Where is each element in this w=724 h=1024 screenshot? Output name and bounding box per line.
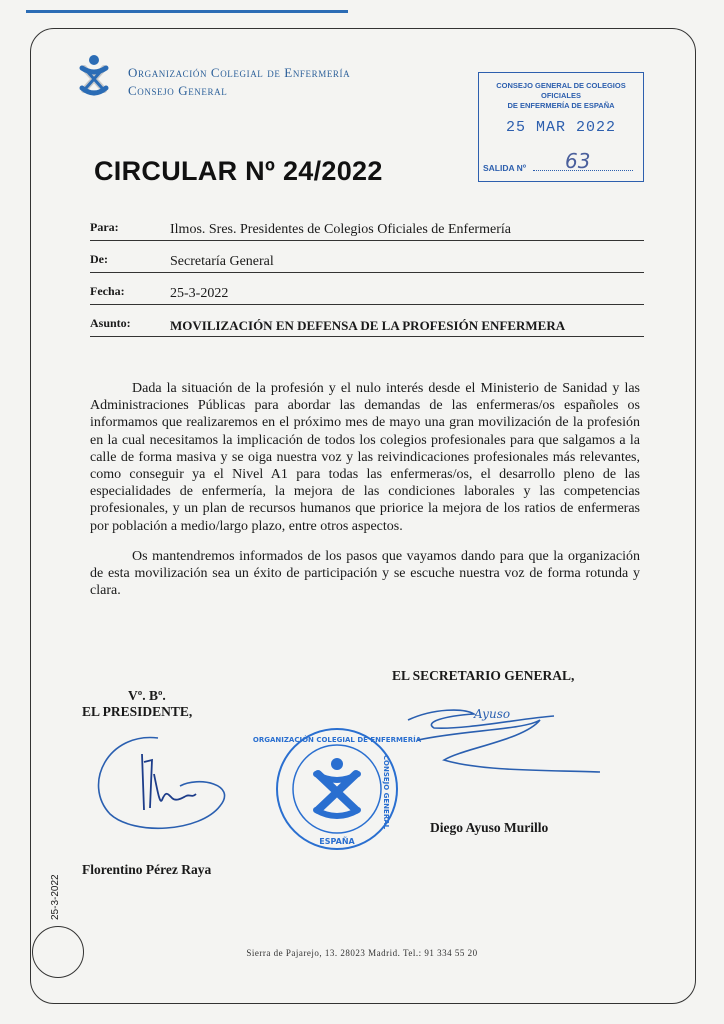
president-signature-icon — [88, 724, 228, 834]
top-accent-rule — [26, 10, 348, 13]
stamp-title — [479, 81, 643, 111]
secretario-name: Diego Ayuso Murillo — [430, 820, 549, 835]
field-para-label: Para: — [90, 220, 119, 234]
seal-right-text: CONSEJO GENERAL — [382, 754, 390, 830]
stamp-date: 25 MAR 2022 — [505, 119, 617, 136]
body-paragraph-1: Dada la situación de la profesión y el nulo interés desde el Ministerio de Sanidad y las Administraciones Públicas para abordar las demandas de las enfermeras/os españoles os informamos que realizaremos en el próximo mes de mayo una gran movilización de la profesión en la cual necesitamos la implicación de todos los colegios profesionales para que salgamos a la calle de forma masiva y se oiga nuestra voz y las reivindicaciones profesionales más relevantes, como conseguir ya el Nivel A1 para todas las enfermeras/os, el desarrollo pleno de las especialidades de enfermería, la mejora de las condiciones laborales y las competencias profesionales, y un plan de recursos humanos que priorice la mejora de los ratios de enfermeras por población a medio/largo plazo, entre otros aspectos. — [90, 381, 640, 534]
seal-top-text: ORGANIZACIÓN COLEGIAL DE ENFERMERÍA — [252, 736, 422, 744]
org-name — [128, 64, 350, 100]
stamp-title-line1: CONSEJO GENERAL DE COLEGIOS OFICIALES — [496, 81, 626, 100]
field-fecha — [90, 282, 644, 305]
field-asunto-label: Asunto: — [90, 316, 131, 330]
seal-bottom-text: ESPAÑA — [319, 837, 355, 846]
stamp-title-line2: DE ENFERMERÍA DE ESPAÑA — [507, 101, 615, 110]
footer-address: Sierra de Pajarejo, 13. 28023 Madrid. Tel.: 91 334 55 20 — [246, 948, 478, 958]
field-para — [90, 218, 644, 241]
stamp-salida-number: 63 — [565, 149, 591, 173]
circular-title: CIRCULAR Nº 24/2022 — [94, 156, 383, 186]
presidente-name: Florentino Pérez Raya — [82, 862, 212, 877]
stamp-dotted-line — [533, 170, 633, 171]
field-para-value: Ilmos. Sres. Presidentes de Colegios Oficiales de Enfermería — [170, 222, 511, 237]
field-de-value: Secretaría General — [170, 254, 274, 269]
secretary-signature-text: Ayuso — [474, 707, 511, 721]
registry-stamp — [478, 72, 644, 182]
org-logo-icon — [76, 54, 112, 98]
org-name-line1: Organización Colegial de Enfermería — [128, 65, 351, 80]
stamp-salida-label: SALIDA Nº — [483, 163, 526, 173]
field-de — [90, 250, 644, 273]
secretary-signature-icon — [404, 700, 604, 782]
org-name-line2: Consejo General — [128, 83, 228, 98]
field-de-label: De: — [90, 252, 108, 266]
official-seal-icon — [252, 724, 422, 854]
body-paragraph-2: Os mantendremos informados de los pasos que vayamos dando para que la organización de esta movilización sea un éxito de participación y se escuche nuestra voz de forma rotunda y clara. — [90, 548, 640, 599]
field-asunto-value: MOVILIZACIÓN EN DEFENSA DE LA PROFESIÓN ENFERMERA — [170, 318, 566, 333]
secretario-title: EL SECRETARIO GENERAL, — [392, 668, 575, 683]
letter-body — [90, 380, 640, 612]
field-asunto — [90, 314, 644, 337]
field-fecha-label: Fecha: — [90, 284, 125, 298]
visto-bueno: Vº. Bº. — [128, 688, 166, 703]
side-date: 25-3-2022 — [50, 874, 61, 920]
field-fecha-value: 25-3-2022 — [170, 286, 229, 301]
presidente-title: EL PRESIDENTE, — [82, 704, 193, 719]
